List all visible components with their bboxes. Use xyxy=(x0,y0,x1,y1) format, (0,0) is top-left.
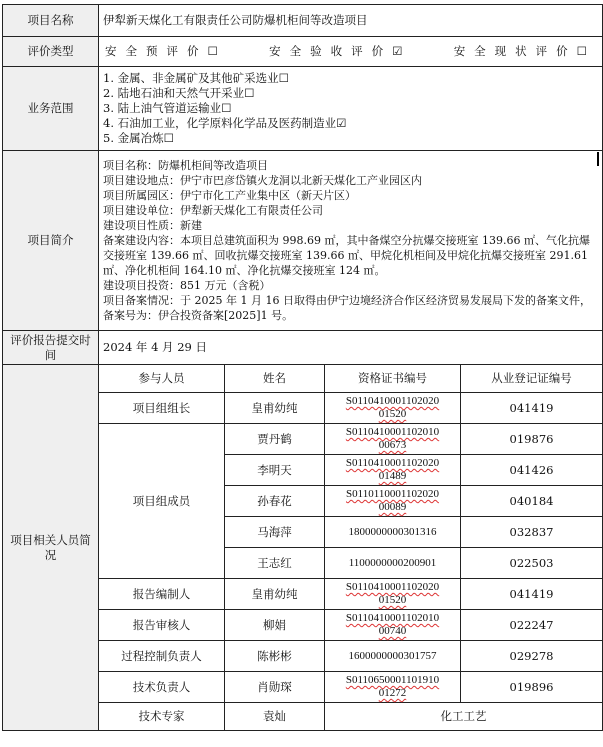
col-header-reg: 从业登记证编号 xyxy=(461,365,603,393)
project-info-table xyxy=(2,4,603,731)
col-header-name: 姓名 xyxy=(225,365,325,393)
brief-line: 项目建设地点：伊宁市巴彦岱镇火龙洞以北新天煤化工产业园区内 xyxy=(103,174,422,187)
brief-line: 建设项目性质：新建 xyxy=(103,219,202,232)
role-cell: 技术负责人 xyxy=(99,672,225,703)
business-scope-label: 业务范围 xyxy=(3,67,99,151)
personnel-header-row xyxy=(3,365,603,393)
cert-cell xyxy=(325,579,461,610)
name-cell: 袁灿 xyxy=(225,703,325,731)
cert-number-part2: 00089 xyxy=(378,501,407,513)
cert-number-part2: 00673 xyxy=(378,439,407,451)
reg-cell: 022503 xyxy=(461,548,603,579)
role-cell-members: 项目组成员 xyxy=(99,424,225,579)
scope-item: 4. 石油加工业，化学原料化学品及医药制造业☑ xyxy=(103,116,347,130)
eval-type-label: 评价类型 xyxy=(3,37,99,67)
cert-cell xyxy=(325,610,461,641)
name-cell: 柳娟 xyxy=(225,610,325,641)
brief-line: 项目备案情况：于 2025 年 1 月 16 日取得由伊宁边境经济合作区经济贸易发展局下发的备案文件，备案号为：伊合投资备案[2025]1 号。 xyxy=(103,294,591,322)
row-report-date xyxy=(3,331,603,365)
project-name-value: 伊犁新天煤化工有限责任公司防爆机柜间等改造项目 xyxy=(99,5,603,37)
role-cell: 过程控制负责人 xyxy=(99,641,225,672)
brief-line: 备案建设内容：本项目总建筑面积为 998.69 ㎡，其中备煤空分抗爆交接班室 139.66 ㎡、气化抗爆交接班室 139.66 ㎡、回收抗爆交接班室 139.66 ㎡、甲烷化机柜间及甲烷化抗爆交接班室 291.61 ㎡、净化机柜间 164.10 ㎡、净化抗爆交接班室 124 ㎡。 xyxy=(103,234,590,277)
name-cell: 陈彬彬 xyxy=(225,641,325,672)
reg-cell: 041426 xyxy=(461,455,603,486)
eval-type-options xyxy=(99,37,603,67)
text-cursor xyxy=(597,152,599,166)
reg-cell: 041419 xyxy=(461,393,603,424)
business-scope-list xyxy=(99,67,603,151)
name-cell: 马海萍 xyxy=(225,517,325,548)
cert-number-part2: 01520 xyxy=(378,594,407,606)
name-cell: 皇甫幼纯 xyxy=(225,579,325,610)
project-name-label: 项目名称 xyxy=(3,5,99,37)
cert-cell xyxy=(325,424,461,455)
cert-cell xyxy=(325,672,461,703)
cert-number-part1: S0110410001102020 xyxy=(345,581,440,593)
row-eval-type xyxy=(3,37,603,67)
reg-cell: 019876 xyxy=(461,424,603,455)
role-cell: 技术专家 xyxy=(99,703,225,731)
cert-number-part2: 00740 xyxy=(378,625,407,637)
brief-line: 项目建设单位：伊犁新天煤化工有限责任公司 xyxy=(103,204,323,217)
row-project-brief xyxy=(3,151,603,331)
cert-cell xyxy=(325,486,461,517)
cert-number-part2: 01272 xyxy=(378,687,407,699)
reg-cell: 019896 xyxy=(461,672,603,703)
name-cell: 肖勋琛 xyxy=(225,672,325,703)
cert-number-part2: 01520 xyxy=(378,408,407,420)
reg-cell: 032837 xyxy=(461,517,603,548)
cert-number-part1: S0110110001102020 xyxy=(346,488,439,500)
name-cell: 孙春花 xyxy=(225,486,325,517)
role-cell: 报告编制人 xyxy=(99,579,225,610)
row-business-scope xyxy=(3,67,603,151)
cert-cell: 1600000000301757 xyxy=(325,641,461,672)
cert-cell xyxy=(325,455,461,486)
expert-specialty-cell: 化工工艺 xyxy=(325,703,603,731)
cert-cell: 1800000000301316 xyxy=(325,517,461,548)
col-header-cert: 资格证书编号 xyxy=(325,365,461,393)
name-cell: 贾丹鹤 xyxy=(225,424,325,455)
role-cell: 报告审核人 xyxy=(99,610,225,641)
reg-cell: 040184 xyxy=(461,486,603,517)
eval-option-current: 安全现状评价☐ xyxy=(453,44,596,58)
eval-option-pre: 安全预评价☐ xyxy=(105,44,227,58)
cert-number-part1: S0110410001102020 xyxy=(345,395,440,407)
scope-item: 5. 金属冶炼☐ xyxy=(103,131,174,145)
brief-line: 建设项目投资：851 万元（含税） xyxy=(103,279,271,292)
report-date-label: 评价报告提交时间 xyxy=(3,331,99,365)
cert-number-part1: S0110410001102010 xyxy=(345,612,440,624)
reg-cell: 041419 xyxy=(461,579,603,610)
name-cell: 李明天 xyxy=(225,455,325,486)
report-date-value: 2024 年 4 月 29 日 xyxy=(99,331,603,365)
cert-cell xyxy=(325,393,461,424)
name-cell: 王志红 xyxy=(225,548,325,579)
cert-number-part2: 01489 xyxy=(378,470,407,482)
reg-cell: 022247 xyxy=(461,610,603,641)
cert-number-part1: S0110650001101910 xyxy=(345,674,440,686)
scope-item: 3. 陆上油气管道运输业☐ xyxy=(103,101,232,115)
personnel-label: 项目相关人员简况 xyxy=(3,365,99,731)
cert-number-part1: S0110410001102010 xyxy=(345,426,440,438)
eval-option-acceptance: 安全验收评价☑ xyxy=(269,44,412,58)
project-brief-content xyxy=(99,151,603,331)
brief-line: 项目所属园区：伊宁市化工产业集中区（新天片区） xyxy=(103,189,356,202)
col-header-role: 参与人员 xyxy=(99,365,225,393)
scope-item: 2. 陆地石油和天然气开采业☐ xyxy=(103,86,255,100)
scope-item: 1. 金属、非金属矿及其他矿采选业☐ xyxy=(103,71,289,85)
reg-cell: 029278 xyxy=(461,641,603,672)
role-cell: 项目组组长 xyxy=(99,393,225,424)
project-brief-label: 项目简介 xyxy=(3,151,99,331)
cert-cell: 1100000000200901 xyxy=(325,548,461,579)
name-cell: 皇甫幼纯 xyxy=(225,393,325,424)
brief-line: 项目名称：防爆机柜间等改造项目 xyxy=(103,159,268,172)
row-project-name xyxy=(3,5,603,37)
cert-number-part1: S0110410001102020 xyxy=(345,457,440,469)
